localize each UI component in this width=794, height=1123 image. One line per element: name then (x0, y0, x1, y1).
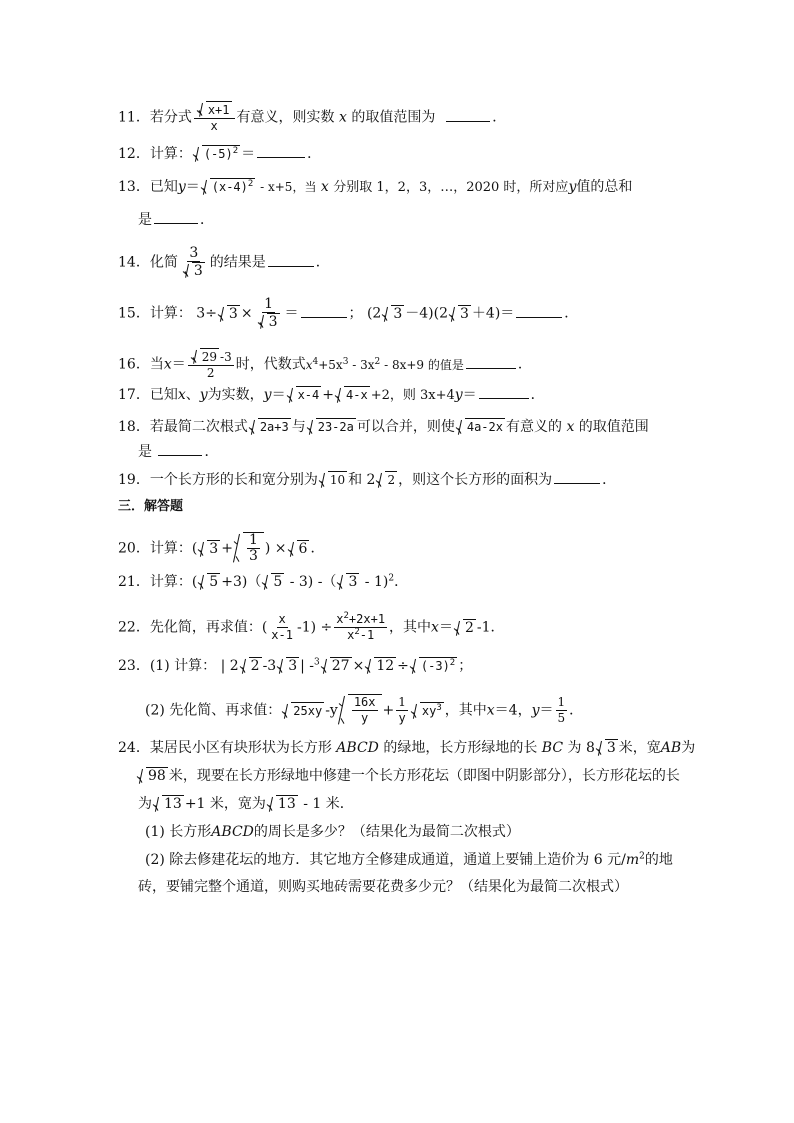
answer-blank[interactable] (516, 305, 562, 318)
question-21: 21．计算：( 5 +3)（ 5 - 3) -（ 3 - 1)$^2$． (118, 573, 409, 590)
question-14: 14．化简 $\frac{3}{3}$ 的结果是 ． (118, 245, 330, 279)
question-23-part1: 23．(1) 计算： | 2 2 -3 3 | -$^3$ 27 × 12 ÷ $(-3)^2$ ； (118, 657, 473, 674)
question-15: 15．计算： 3÷ 3 × $\frac{1}{3}$ ＝ ； (2 3 －4)(2 3 ＋4)＝ ． (118, 296, 579, 330)
answer-blank[interactable] (446, 109, 490, 122)
question-13-cont: 是 ． (138, 212, 214, 228)
answer-blank[interactable] (257, 145, 305, 158)
question-19: 19．一个长方形的长和宽分别为 10 和 2 2 ，则这个长方形的面积为 ． (118, 472, 617, 488)
answer-blank[interactable] (466, 356, 516, 369)
question-24-sub1: (1) 长方形ABCD的周长是多少？（结果化为最简二次根式） (145, 824, 520, 840)
answer-blank[interactable] (554, 471, 600, 484)
question-12: 12．计算： $(-5)^2$ ＝ ． (118, 146, 322, 162)
question-16: 16．当x＝ $\frac{29 -3}{2}$ 时，代数式$x^4+5x^3 - 3x^2 - 8x+9$ 的值是 ． (118, 350, 532, 380)
question-24-sub2-cont: 砖，要铺完整个通道，则购买地砖需要花费多少元？（结果化为最简二次根式） (138, 879, 628, 895)
question-24-sub2: (2) 除去修建花坛的地方．其它地方全修建成通道，通道上要铺上造价为 6 元$/m^2$的地 (145, 851, 673, 868)
question-11: 11．若分式 $\frac{x+1}{x}$ 有意义，则实数 x 的取值范围为 ． (118, 103, 507, 133)
question-18: 18．若最简二次根式 2a+3 与 23-2a 可以合并，则使 4a-2x 有意义的 x 的取值范围 (118, 419, 649, 435)
question-22: 22．先化简，再求值：( $\frac{x}{x-1}$ -1) ÷ $\frac{x^2+2x+1}{x^2-1}$ ，其中x＝ 2 -1． (118, 611, 505, 642)
question-20: 20．计算：( 3 + $\frac{1}{3}$ ) × 6 ． (118, 532, 325, 564)
answer-blank[interactable] (158, 443, 202, 456)
question-17: 17．已知x、y为实数，y＝ x-4 + 4-x +2，则 3x+4y＝ ． (118, 387, 545, 403)
answer-blank[interactable] (479, 386, 529, 399)
question-24-line2: 98 米，现要在长方形绿地中修建一个长方形花坛（即图中阴影部分），长方形花坛的长 (136, 767, 680, 785)
question-24-line3: 为 13 +1 米，宽为 13 - 1 米． (138, 796, 354, 812)
fraction: $\frac{x+1}{x}$ (194, 101, 235, 134)
question-23-part2: (2) 先化简、再求值： 25xy -y $\frac{16x}{y}$ + $\frac{1}{y}$ $xy^3$ ，其中x＝4，y＝ $\frac{1}{5}$ ． (145, 695, 584, 725)
answer-blank[interactable] (268, 254, 314, 267)
answer-blank[interactable] (301, 305, 347, 318)
question-13: 13．已知y＝ $(x-4)^2 - x+5$，当 x 分别取 1，2，3，…，2020 时，所对应y值的总和 (118, 179, 633, 195)
answer-blank[interactable] (154, 211, 198, 224)
question-24-line1: 24．某居民小区有块形状为长方形 ABCD 的绿地，长方形绿地的长 BC 为 8 3 米，宽AB为 (118, 740, 696, 756)
section-heading: 三．解答题 (118, 499, 184, 514)
question-18-cont: 是 ． (138, 444, 219, 460)
